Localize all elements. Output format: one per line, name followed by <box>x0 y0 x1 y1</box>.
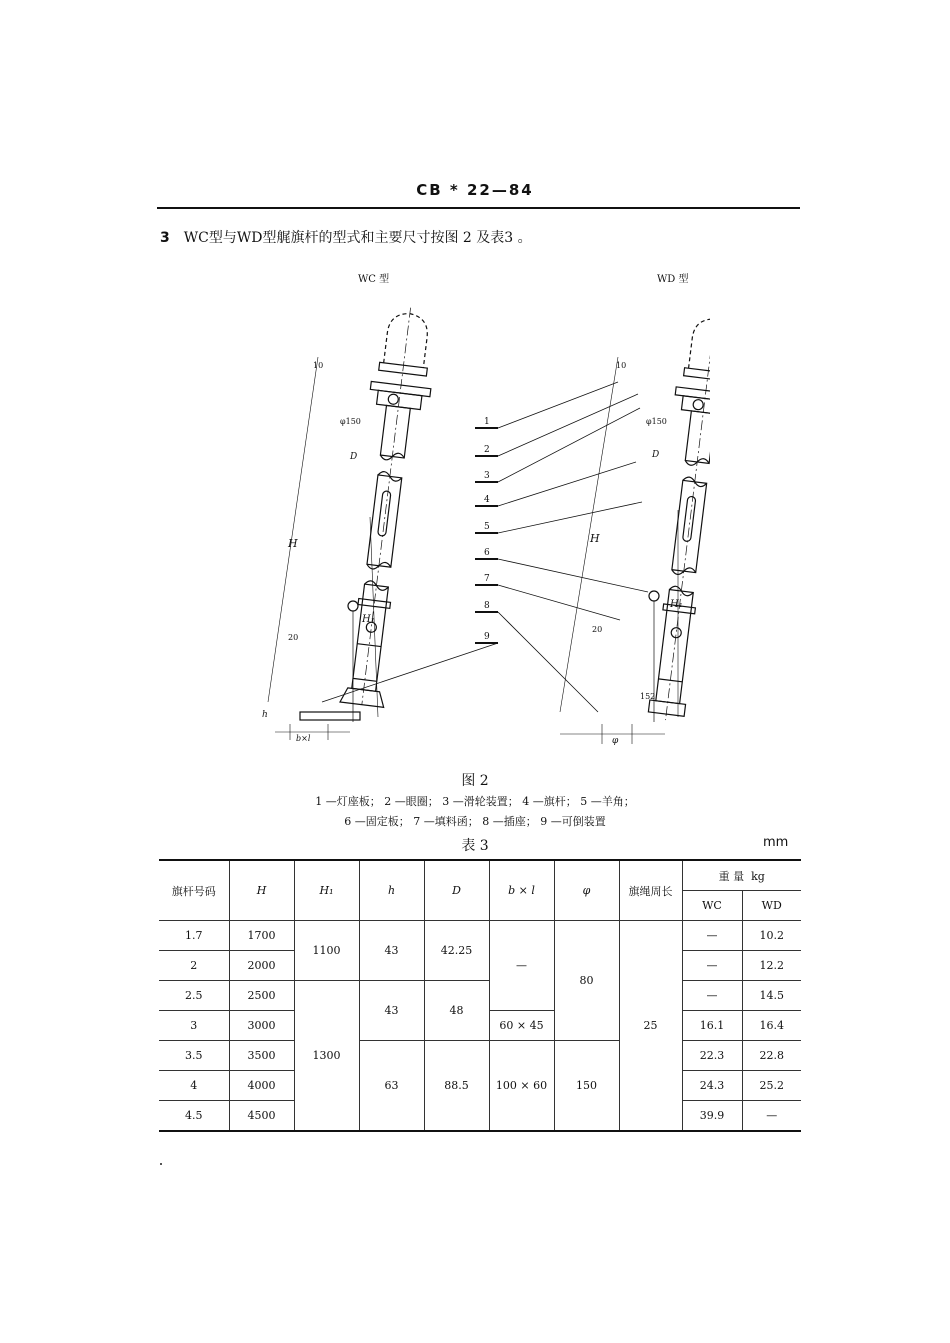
wc-pole <box>332 304 440 708</box>
header-h: h <box>359 860 424 921</box>
standard-code-header: CB * 22—84 <box>416 181 534 199</box>
cell-wd: 10.2 <box>742 921 801 951</box>
header-phi: φ <box>554 860 619 921</box>
cell-H: 1700 <box>229 921 294 951</box>
cell-H: 3500 <box>229 1041 294 1071</box>
cell-H: 3000 <box>229 1011 294 1041</box>
cell-wc: — <box>682 951 742 981</box>
cell-wd: 16.4 <box>742 1011 801 1041</box>
table-unit: mm <box>763 835 789 850</box>
section-text: WC型与WD型艉旗杆的型式和主要尺寸按图 2 及表3 。 <box>183 230 532 246</box>
header-D: D <box>424 860 489 921</box>
cell-H: 4500 <box>229 1101 294 1132</box>
cell-code: 3 <box>159 1011 229 1041</box>
cell-wc: — <box>682 921 742 951</box>
cell-phi: 150 <box>554 1041 619 1132</box>
table-row <box>159 1041 801 1071</box>
wc-dim-bxl: b×l <box>296 734 311 743</box>
cell-D: 88.5 <box>424 1041 489 1132</box>
wd-dim-H: H <box>590 532 600 545</box>
header-rule <box>157 207 800 209</box>
cell-wd: — <box>742 1101 801 1132</box>
cell-bxl: 60 × 45 <box>489 1011 554 1041</box>
callout-8: 8 <box>484 601 490 611</box>
cell-wc: 16.1 <box>682 1011 742 1041</box>
wd-dim-10: 10 <box>616 361 627 370</box>
wd-dim-phi: φ <box>612 736 619 746</box>
wc-dim-20: 20 <box>288 633 299 642</box>
wd-pole <box>636 309 710 723</box>
cell-code: 3.5 <box>159 1041 229 1071</box>
cell-H1: 1300 <box>294 981 359 1132</box>
cell-h: 43 <box>359 921 424 981</box>
cell-rope: 25 <box>619 921 682 1132</box>
callout-5: 5 <box>484 522 490 532</box>
wd-dim-d150: φ150 <box>646 417 667 426</box>
wc-dim-H: H <box>288 537 298 550</box>
cell-D: 42.25 <box>424 921 489 981</box>
header-H: H <box>229 860 294 921</box>
cell-code: 4.5 <box>159 1101 229 1132</box>
header-weight-unit: kg <box>751 869 765 883</box>
table-row <box>159 981 801 1011</box>
cell-wd: 25.2 <box>742 1071 801 1101</box>
figure-2-drawing <box>150 262 710 757</box>
callout-7: 7 <box>484 574 490 584</box>
cell-h: 43 <box>359 981 424 1041</box>
cell-phi: 80 <box>554 921 619 1041</box>
cell-D: 48 <box>424 981 489 1041</box>
cell-code: 1.7 <box>159 921 229 951</box>
cell-bxl: — <box>489 921 554 1011</box>
wd-dim-152: 152 <box>640 692 656 701</box>
figure-title: 图 2 <box>461 773 489 789</box>
cell-wd: 12.2 <box>742 951 801 981</box>
callout-3: 3 <box>484 471 490 481</box>
cell-bxl: 100 × 60 <box>489 1041 554 1132</box>
cell-code: 2 <box>159 951 229 981</box>
cell-wc: 22.3 <box>682 1041 742 1071</box>
header-weight <box>682 860 801 891</box>
header-wc: WC <box>682 891 742 921</box>
header-H1: H₁ <box>294 860 359 921</box>
wd-dim-H1: H₁ <box>670 599 683 610</box>
header-weight-label: 重 量 <box>718 869 745 883</box>
callout-2: 2 <box>484 445 490 455</box>
header-code: 旗杆号码 <box>159 860 229 921</box>
wc-dim-D: D <box>350 452 358 462</box>
cell-code: 2.5 <box>159 981 229 1011</box>
cell-h: 63 <box>359 1041 424 1132</box>
callout-1: 1 <box>484 417 490 427</box>
section-paragraph <box>160 227 532 247</box>
header-rope: 旗绳周长 <box>619 860 682 921</box>
wc-dim-10: 10 <box>313 361 324 370</box>
wc-type-label: WC 型 <box>358 274 390 285</box>
callout-6: 6 <box>484 548 490 558</box>
wc-dim-h: h <box>262 710 268 720</box>
cell-wc: 39.9 <box>682 1101 742 1132</box>
cell-wd: 14.5 <box>742 981 801 1011</box>
cell-H: 4000 <box>229 1071 294 1101</box>
table-row <box>159 921 801 951</box>
cell-code: 4 <box>159 1071 229 1101</box>
figure-legend-line-2: 6 —固定板； 7 —填料函； 8 —插座； 9 —可倒装置 <box>344 815 606 828</box>
table-title: 表 3 <box>461 838 489 854</box>
cell-H: 2500 <box>229 981 294 1011</box>
header-bxl: b × l <box>489 860 554 921</box>
cell-H: 2000 <box>229 951 294 981</box>
wd-dim-D: D <box>652 450 660 460</box>
cell-wc: — <box>682 981 742 1011</box>
cell-H1: 1100 <box>294 921 359 981</box>
figure-legend-line-1: 1 —灯座板； 2 —眼圈； 3 —滑轮装置； 4 —旗杆； 5 —羊角； <box>315 795 635 808</box>
scan-speck <box>160 1163 162 1165</box>
callout-4: 4 <box>484 495 490 505</box>
header-wd: WD <box>742 891 801 921</box>
wd-type-label: WD 型 <box>657 274 689 285</box>
cell-wc: 24.3 <box>682 1071 742 1101</box>
dimensions-table <box>159 859 801 1132</box>
callout-labels <box>484 417 490 642</box>
wc-dim-d150: φ150 <box>340 417 361 426</box>
callout-9: 9 <box>484 632 490 642</box>
cell-wd: 22.8 <box>742 1041 801 1071</box>
section-number: 3 <box>160 230 170 246</box>
wc-dim-H1: H₁ <box>362 614 375 625</box>
wd-dim-20: 20 <box>592 625 603 634</box>
